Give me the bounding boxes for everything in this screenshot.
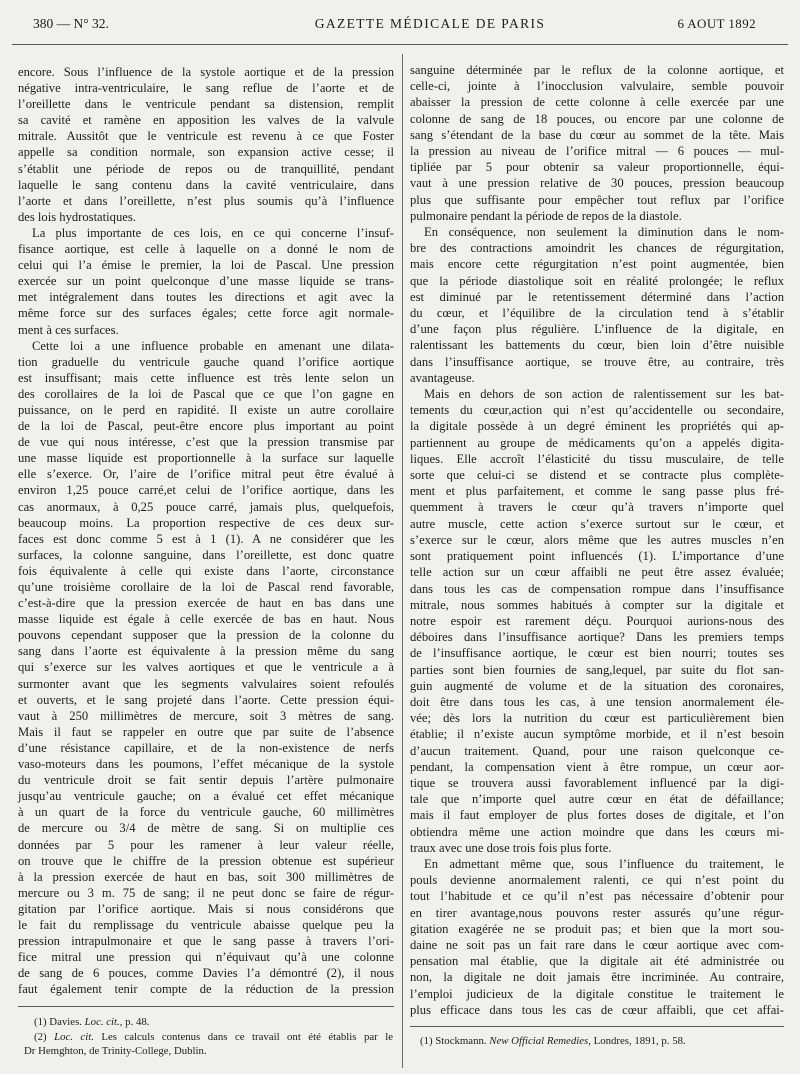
text-line: de la loi de Pascal, peut-être encore plus important au point <box>18 419 394 434</box>
text-line: bre des contractions amoindrit les chances de régurgitation, <box>410 241 784 256</box>
text-line: partiennent au groupe de médicaments qu’on a appelés digita- <box>410 435 784 450</box>
text-line: établie; il n’existe aucun symptôme morbide, et il n’est besoin <box>410 727 784 742</box>
text-line: laquelle le sang contenu dans la cavité ventriculaire, dans <box>18 177 394 192</box>
text-line: notre espoir est rarement déçu. Pourquoi aurions-nous des <box>410 613 784 628</box>
text-line: de sang de 6 pouces, comme Davies l’a démontré (2), il nous <box>18 966 394 981</box>
text-line: de vue qui nous intéresse, c’est que la pression transmise par <box>18 435 394 450</box>
text-line: mais il faut employer de plus fortes doses de digitale, et l’on <box>410 808 784 823</box>
text-line: puissance, on le perd en rapidité. Il existe un autre corollaire <box>18 402 394 417</box>
text-line: En conséquence, non seulement la diminution dans le nom- <box>424 225 784 240</box>
text-line: vaso-moteurs dans les poumons, l’effet mécanique de la systole <box>18 757 394 772</box>
text-line: pulmonaire pendant la période de repos de la diastole. <box>410 208 682 223</box>
text-line: du ventricule droit se fait sentir depuis l’artère pulmonaire <box>18 773 394 788</box>
text-line: des lois hydrostatiques. <box>18 209 136 224</box>
text-line: l’aorte et dans l’oreillette, n’est plus soumis qu’à l’influence <box>18 193 394 208</box>
text-line: autre muscle, cette action s’exerce surtout sur le cœur, et <box>410 516 784 531</box>
text-line: tale que n’importe quel autre cœur en état de défaillance; <box>410 792 784 807</box>
text-line: masse liquide est égale à celle exercée de bas en haut. Nous <box>18 612 394 627</box>
text-line: données par 5 pour les ramener à leur valeur réelle, <box>18 837 394 852</box>
text-line: doit être dans tous les cas, à une tension anormalement éle- <box>410 694 784 709</box>
text-line: fois équivalente à celle qui existe dans l’aorte, circonstance <box>18 563 394 578</box>
text-line: parties sont bien fournies de sang,lequel, par suite du flot san- <box>410 662 784 677</box>
text-line: ralentissant les battements du cœur, bien loin d’être nuisible <box>410 338 784 353</box>
text-line: liques. Elle accroît l’élasticité du tissu musculaire, de telle <box>410 451 784 466</box>
text-line: de l’insuffisance aortique, le cœur est bien nourri; toutes ses <box>410 646 784 661</box>
right-footnotes <box>410 1034 784 1049</box>
text-line: on trouve que le chiffre de la pression obtenue est supérieur <box>18 853 394 868</box>
text-line: une masse liquide est proportionnelle à la surface sur laquelle <box>18 451 394 466</box>
text-line: mercure ou 3 m. 75 de sang; il ne peut donc se faire de régur- <box>18 885 394 900</box>
text-line: tements du cœur,action qui n’est qu’accidentelle ou secondaire, <box>410 403 784 418</box>
text-line: surfaces, la colonne sanguine, dans l’oreillette, est donc quatre <box>18 547 394 562</box>
text-line: sorte que celui-ci se distend et se contracte plus complète- <box>410 468 784 483</box>
text-line: tique se trouvera aussi favorablement influencé par la digi- <box>410 775 784 790</box>
footnote <box>24 1015 393 1030</box>
text-line: Mais en dehors de son action de ralentissement sur les bat- <box>424 387 784 402</box>
text-line: sanguine déterminée par le reflux de la colonne aortique, et <box>410 63 784 77</box>
text-line: qu’une troisième corollaire de la loi de Pascal rend favorable, <box>18 580 394 594</box>
text-line: est diminué par le retentissement déterminé dans l’action <box>410 289 784 304</box>
text-line: pendant, la compensation vient à être rompue, un cœur aor- <box>410 759 784 774</box>
text-line: que la période diastolique soit en réalité prolongée; le reflux <box>410 273 784 288</box>
text-line: mitrale. Aussitôt que le ventricule est revenu à ce que Foster <box>18 129 394 144</box>
footnote-continuation: Dr Hemghton, de Trinity-College, Dublin. <box>24 1045 207 1057</box>
text-line: tipliée par 5 pour obtenir sa valeur proportionnelle, équi- <box>410 160 784 175</box>
text-line: s’exerce sur le cœur, alors même que les autres muscles n’en <box>410 532 784 547</box>
text-line: celui qui l’a émise le premier, la loi de Pascal. Une pression <box>18 258 394 273</box>
text-line: sont pratiquement point influencés (1). L’importance d’une <box>410 549 784 564</box>
text-line: abaisser la pression de cette colonne à celle exercée par une <box>410 95 784 110</box>
text-line: tion graduelle du ventricule gauche quand l’orifice aortique <box>18 354 394 369</box>
text-line: dans tous les cas de compensation rompue dans l’insuffisance <box>410 581 784 596</box>
text-line: qui s’exerce sur les valves aortiques et que le ventricule a à <box>18 660 394 675</box>
text-line: gitation par l’orifice aortique. Mais si nous considérons que <box>18 901 394 916</box>
footnote-text: , Londres, 1891, p. 58. <box>588 1035 686 1047</box>
text-line: pensation mal établie, que la digitale ait été administrée ou <box>410 954 784 969</box>
text-line: gitation exagérée ne se produit pas; et bien que la mort sou- <box>410 921 784 936</box>
text-line: l’oreillette dans le ventricule pendant sa distension, remplit <box>18 97 394 112</box>
left-footnotes <box>24 1015 393 1059</box>
footnote <box>410 1034 784 1049</box>
footnote-reference: New Official Remedies <box>489 1035 589 1047</box>
text-line: même force sur des surfaces égales; cette force agit normale- <box>18 306 394 321</box>
text-line: en tirer avantage,nous pouvons rester assurés qu’une régur- <box>410 905 784 920</box>
text-line: la pression au niveau de l’orifice mitral — 6 pouces — mul- <box>410 144 784 159</box>
text-line: d’une façon plus régulière. L’influence de la digitale, en <box>410 322 784 337</box>
footnote-rule <box>410 1026 784 1027</box>
text-line: encore. Sous l’influence de la systole aortique et de la pression <box>18 65 394 79</box>
text-line: faces est donc comme 5 est à 1 (1). A ne considérer que les <box>18 531 394 546</box>
text-line: ment à ces surfaces. <box>18 322 119 337</box>
text-line: d’aucun traitement. Quand, pour une raison quelconque ce- <box>410 743 784 758</box>
text-line: dans l’insuffisance aortique, se trouve être, au contraire, très <box>410 354 784 369</box>
text-line: plus efficace dans tous les cas de cœur affaibli, que cet affai- <box>410 1002 784 1017</box>
text-line: celle-ci, jointe à l’inocclusion valvulaire, semble pouvoir <box>410 79 784 94</box>
text-line: beaucoup moins. La proportion respective de ces deux sur- <box>18 515 394 530</box>
text-line: appelle sa condition normale, son expansion active cesse; il <box>18 145 394 160</box>
text-line: vaut à une pression relative de 30 pouces, pression beaucoup <box>410 176 784 191</box>
text-line: le fait du remplissage du ventricule abaisse quelque peu la <box>18 917 394 932</box>
text-line: pouls devienne anormalement ralenti, ce qui n’est point du <box>410 873 784 888</box>
footnote-text: (1) Stockmann. <box>420 1035 490 1047</box>
text-line: fice mitral une pression qui n’équivaut qu’à une colonne <box>18 950 394 965</box>
footnote <box>24 1030 393 1045</box>
text-line: c’est-à-dire que la pression exercée de haut en bas dans une <box>18 596 394 611</box>
text-line: vée; dès lors la nutrition du cœur est particulièrement bien <box>410 711 784 726</box>
text-line: pouvons cependant supposer que la pression de la colonne du <box>18 628 394 643</box>
text-line: traux avec une dose trois fois plus forte. <box>410 840 612 855</box>
text-line: Cette loi a une influence probable en amenant une dilata- <box>32 338 394 353</box>
text-line: environ 1,25 pouce carré,et celui de l’orifice aortique, dans les <box>18 483 394 498</box>
text-line: mitrale, nous sommes habitués à compter sur la digitale et <box>410 597 784 612</box>
text-line: sang s’étendant de la base du cœur au sommet de la tête. Mais <box>410 127 784 142</box>
text-line: sang dans l’aorte est équivalente à la pression même du sang <box>18 644 394 659</box>
text-line: sa cavité et ramène en apposition les valves de la valvule <box>18 113 394 128</box>
text-line: est insuffisant; mais cette influence est très lente selon un <box>18 370 394 385</box>
text-line: vaut à 250 millimètres de mercure, soit 3 mètres de sang. <box>18 708 394 723</box>
text-line: quemment à travers le cœur qu’à travers n’importe quel <box>410 500 784 515</box>
text-line: s’établit une période de repos ou de tranquillité, pendant <box>18 161 394 176</box>
text-line: l’emploi judicieux de la digitale constitue le traitement le <box>410 986 784 1001</box>
text-line: daine ne soit pas un fait rare dans le cœur aortique avec com- <box>410 937 784 952</box>
text-line: guin augmenté de volume et de la situation des coronaires, <box>410 678 784 693</box>
column-divider <box>402 54 403 1068</box>
text-line: exercée sur un point quelconque d’une masse liquide se trans- <box>18 274 394 289</box>
text-line: avantageuse. <box>410 370 475 385</box>
issue-date: 6 AOUT 1892 <box>677 16 756 31</box>
text-line: elle s’exerce. Or, l’aire de l’orifice mitral peut être évalué à <box>18 467 394 482</box>
text-line: La plus importante de ces lois, en ce qui concerne l’insuf- <box>32 225 394 240</box>
text-line: des corollaires de la loi de Pascal que ce que l’on gagne en <box>18 386 394 401</box>
text-line: non, la digitale ne doit jamais être incriminée. Au contraire, <box>410 970 784 985</box>
text-line: telle action sur un cœur affaibli ne peut être assez évaluée; <box>410 565 784 580</box>
footnote-text: Les calculs contenus dans ce travail ont été établis par le <box>93 1030 394 1043</box>
text-line: met intégralement dans toutes les directions et agit avec la <box>18 290 394 305</box>
footnote-reference: Loc. cit. <box>84 1016 120 1028</box>
text-line: ment et plus parfaitement, et comme le sang passe plus fré- <box>410 484 784 499</box>
header-rule <box>12 44 788 45</box>
text-line: et ouverts, et le sang projeté dans l’aorte. Cette pression équi- <box>18 692 394 707</box>
text-line: tout l’habitude et ce qu’il n’est pas nécessaire d’obtenir pour <box>410 889 784 904</box>
text-line: la digitale possède à un degré éminent les propriétés qui ap- <box>410 419 784 434</box>
footnote-rule <box>18 1006 394 1007</box>
right-column <box>410 62 784 1018</box>
text-line: fisance aortique, est celle à laquelle on a donné le nom de <box>18 242 394 257</box>
footnote-text: (2) <box>34 1030 55 1043</box>
text-line: surmonter avant que les segments valvulaires soient refoulés <box>18 676 394 691</box>
page-number: 380 — N° 32. <box>33 16 109 31</box>
footnote-text: , p. 48. <box>119 1016 150 1028</box>
text-line: faut également tenir compte de la réduction de la pression <box>18 982 394 997</box>
text-line: déboires dans l’insuffisance aortique? Dans les premiers temps <box>410 630 784 645</box>
text-line: négative intra-ventriculaire, le sang reflue de l’aorte et de <box>18 81 394 96</box>
text-line: colonne de sang de 18 pouces, ou encore par une colonne de <box>410 111 784 126</box>
text-line: obtiendra même une action moindre que dans les cœurs mi- <box>410 824 784 839</box>
footnote-reference: Loc. cit. <box>54 1030 94 1043</box>
footnote-text: (1) Davies. <box>34 1016 85 1028</box>
text-line: mais encore cette régurgitation n’est point augmentée, bien <box>410 257 784 272</box>
text-line: à un quart de la force du ventricule gauche, 60 millimètres <box>18 805 394 820</box>
text-line: du cœur, et l’équilibre de la circulation tend à s’établir <box>410 306 784 321</box>
text-line: cas anormaux, à 0,25 pouce carré, jamais plus, quelquefois, <box>18 499 394 514</box>
left-column <box>18 64 394 997</box>
text-line: En admettant même que, sous l’influence du traitement, le <box>424 856 784 871</box>
journal-title: GAZETTE MÉDICALE DE PARIS <box>314 16 546 31</box>
text-line: de mercure ou 3/4 de mètre de sang. Si on multiplie ces <box>18 821 394 836</box>
text-line: d’une résistance capillaire, et de la non-existence de nerfs <box>18 740 394 755</box>
text-line: à la pression exercée de haut en bas, soit 300 millimètres de <box>18 869 394 884</box>
text-line: jusqu’au ventricule gauche; on a évalué cet effet mécanique <box>18 789 394 804</box>
text-line: Mais il faut se rappeler en outre que par suite de l’absence <box>18 724 394 739</box>
text-line: pression intrapulmonaire et que le sang passe à travers l’ori- <box>18 934 394 949</box>
text-line: plus que suffisante pour empêcher tout reflux par l’orifice <box>410 192 784 207</box>
